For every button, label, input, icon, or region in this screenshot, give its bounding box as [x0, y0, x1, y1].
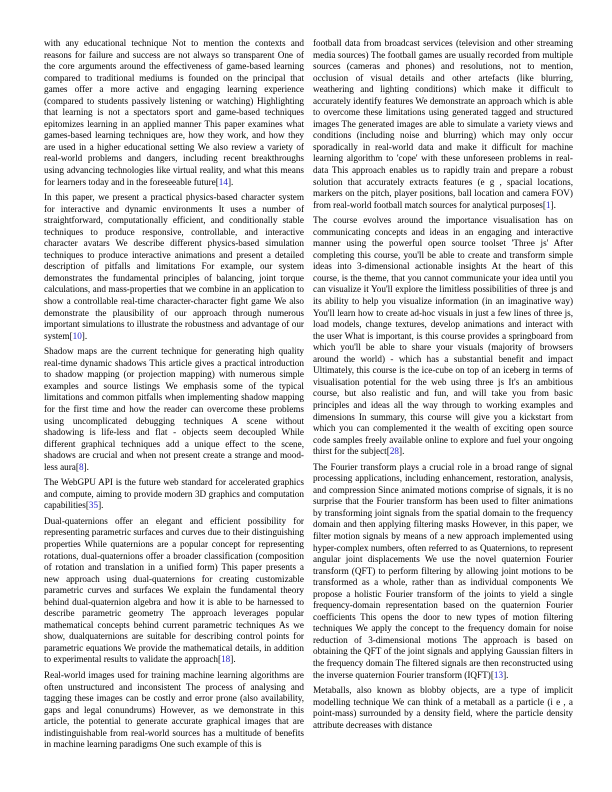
citation-link[interactable]: 18 — [221, 654, 231, 665]
paragraph-text: . — [233, 654, 236, 665]
paragraph — [44, 670, 304, 751]
citation-link[interactable]: 13 — [493, 669, 504, 680]
citation-bracket: [ — [85, 500, 89, 511]
paragraph — [44, 477, 304, 512]
two-column-text-body — [44, 38, 573, 755]
citation-bracket: [ — [75, 461, 79, 472]
citation-bracket: [ — [542, 199, 546, 210]
citation-bracket: ] — [399, 446, 403, 457]
paragraph — [313, 462, 573, 681]
paragraph-text: with any educational technique Not to mention the contexts and reasons for failure and success are not always so transparent One of the core arguments around the effectiveness of game-based learning compared to traditional mediums is founded on the principal that games offer a more active and engaging learning experience (compared to students passively listening or watching) Highlighting that learning is not a spectators sport and game-based techniques epitomizes learning in an applied manner This paper examines what games-based learning techniques are, how they work, and how they are used in a higher educational setting We also review a variety of real-world problems and dangers, including recent breakthroughs using advancing technologies like virtual reality, and what this means for learners today and in the foreseeable future — [44, 38, 304, 187]
citation-link[interactable]: 35 — [88, 500, 99, 511]
paragraph — [313, 38, 573, 211]
paragraph — [313, 685, 573, 731]
paragraph-text: . — [402, 446, 405, 457]
citation-link[interactable]: 1 — [545, 199, 551, 210]
citation-bracket: ] — [503, 669, 507, 680]
paragraph-text: Shadow maps are the current technique for generating high quality real-time dynamic shadows This article gives a practical introduction to shadow mapping (or projection mapping) with numerous simple examples and source listings We emphasis some of the typical limitations and common pitfalls when implementing shadow mapping for the first time and how the reader can overcome these problems using uncomplicated debugging techniques A scene without shadowing is life-less and flat - objects seem decoupled While different graphical techniques add a unique effect to the scene, shadows are crucial and when not present create a strange and mood-less aura — [44, 346, 304, 472]
paragraph-text: Dual-quaternions offer an elegant and efficient possibility for representing parametric surfaces and curves due to their distinguishing properties While quaternions are a popular concept for representing rotations, dual-quaternions offer a broader classification (composition of rotation and translation in a unified form) This paper presents a new approach using dual-quaternions for creating customizable parametric curves and surfaces We explain the fundamental theory behind dual-quaternion algebra and how it is able to be harnessed to describe parametric geometry The approach leverages popular mathematical concepts behind current parametric techniques As we show, dualquaternions are suitable for describing control points for parametric equations We provide the mathematical details, in addition to experimental results to validate the approach — [44, 515, 304, 665]
citation-link[interactable]: 14 — [218, 176, 228, 187]
paragraph — [44, 516, 304, 666]
citation-link[interactable]: 10 — [72, 330, 82, 341]
citation-bracket: ] — [83, 461, 87, 472]
paragraph-text: football data from broadcast services (television and other streaming media sources) The football games are usually recorded from multiple sources (cameras and phones) and resolutions, not to mention, occlusion of visual details and other artefacts (like blurring, weathering and lighting conditions) which make it difficult to accurately identify features We demonstrate an approach which is able to overcome these limitations using generated tagged and structured images The generated images are able to simulate a variety views and conditions (including noise and blurring) which may only occur sporadically in real-world data and make it difficult for machine learning algorithm to 'cope' with these unforeseen problems in real-data This approach enables us to rapidly train and prepare a robust solution that accurately extracts features (e g , spacial locations, markers on the pitch, player positions, ball location and camera FOV) from real-world football match sources for analytical purposes — [313, 38, 573, 210]
paragraph-text: The WebGPU API is the future web standard for accelerated graphics and compute, aiming to provide modern 3D graphics and computation capabilities — [44, 477, 304, 511]
citation-bracket: [ — [490, 669, 494, 680]
paragraph-text: . — [506, 669, 509, 680]
paragraph-text: . — [86, 461, 89, 472]
citation-bracket: ] — [81, 330, 85, 341]
citation-bracket: [ — [215, 176, 219, 187]
citation-link[interactable]: 28 — [389, 446, 399, 457]
paragraph-text: . — [553, 199, 556, 210]
paragraph — [44, 38, 304, 188]
paragraph-text: . — [231, 176, 234, 187]
paragraph-text: . — [84, 330, 88, 341]
paragraph-text: . — [101, 500, 104, 511]
paragraph-text: In this paper, we present a practical physics-based character system for interactive and dynamic environments It uses a number of straightforward, computationally efficient, and conditionally stable techniques to produce responsive, controllable, and interactive character avatars We describe different physics-based simulation techniques to produce interactive animations and present a detailed description of pitfalls and limitations For example, our system demonstrates the fundamental principles of balancing, joint torque calculations, and mass-properties that we combine in an application to show a controllable real-time character-character fight game We also demonstrate the plausibility of our approach through numerous important simulations to illustrate the robustness and advantage of our system — [44, 192, 304, 341]
citation-bracket: ] — [227, 176, 231, 187]
paragraph — [313, 215, 573, 457]
citation-bracket: ] — [98, 500, 102, 511]
citation-link[interactable]: 8 — [78, 461, 84, 472]
paragraph — [44, 346, 304, 473]
citation-bracket: [ — [69, 330, 73, 341]
citation-bracket: ] — [550, 199, 554, 210]
paragraph-text: Real-world images used for training machine learning algorithms are often unstructured and inconsistent The process of analysing and tagging these images can be costly and error prone (also availability, gaps and legal conundrums) However, as we demonstrate in this article, the potential to generate accurate graphical images that are indistinguishable from real-world sources has a multitude of benefits in machine learning paradigms One such example of this is — [44, 669, 304, 750]
paragraph-text: Metaballs, also known as blobby objects, are a type of implicit modelling technique We can think of a metaball as a particle (i e , a point-mass) surrounded by a density field, where the particle density attribute decreases with distance — [313, 685, 573, 730]
citation-bracket: [ — [386, 446, 390, 457]
citation-bracket: ] — [230, 654, 234, 665]
paragraph-text: The course evolves around the importance visualisation has on communicating concepts and ideas in an engaging and interactive manner using the powerful open source toolset 'Three js' After completing this course, you'll be able to create and transform simple ideas into 3-dimensional actionable insights At the heart of this course, is the theme, that you cannot communicate your idea until you can visualize it You'll explore the limitless possibilities of three js and its ability to help you visualize information (in an imaginative way) You'll learn how to create ad-hoc visuals in just a few lines of three js, load models, change textures, develop animations and interact with the user What is important, is this course provides a springboard from which you'll be able to share your visuals (majority of browsers around the world) - which has a substantial benefit and impact Ultimately, this course is the ice-cube on top of an iceberg in terms of visualisation potential for the web using three js It's an ambitious course, but also realistic and fun, and will take you from basic principles and ideas all the way through to working examples and dimensions In summary, this course will give you a kickstart from which you can complemented it the wealth of exciting open source code samples freely available online to explore and fuel your ongoing thirst for the subject — [313, 215, 573, 457]
citation-bracket: [ — [218, 654, 222, 665]
column-right — [313, 38, 573, 755]
paragraph-text: The Fourier transform plays a crucial role in a broad range of signal processing applications, including enhancement, restoration, analysis, and compression Since animated motions comprise of signals, it is no surprise that the Fourier transform has been used to filter animations by transforming joint signals from the spatial domain to the frequency domain and then applying filtering masks However, in this paper, we filter motion signals by means of a new approach implemented using hyper-complex numbers, often referred to as Quaternions, to represent angular joint displacements We use the novel quaternion Fourier transform (QFT) to perform filtering by allowing joint motions to be transformed as a whole, rather than as individual components We propose a holistic Fourier transform of the joints to yield a single frequency-domain representation based on the quaternion Fourier coefficients This opens the door to new types of motion filtering techniques We apply the concept to the frequency domain for noise reduction of 3-dimensional motions The approach is based on obtaining the QFT of the joint signals and applying Gaussian filters in the frequency domain The filtered signals are then reconstructed using the inverse quaternion Fourier transform (IQFT) — [313, 461, 573, 680]
column-left — [44, 38, 304, 755]
paragraph — [44, 192, 304, 342]
